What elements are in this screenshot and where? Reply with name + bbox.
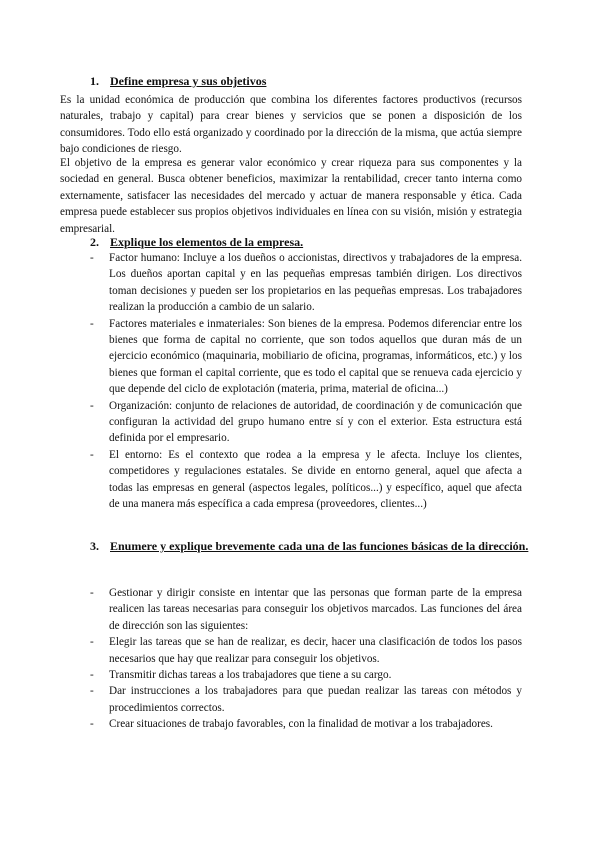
list-item-text: Transmitir dichas tareas a los trabajadores que tiene a su cargo. [109,669,392,682]
list-item [60,585,522,634]
bullet-marker: - [90,636,94,649]
bullet-marker: - [90,317,94,330]
list-item [60,398,522,447]
section-2-title: Explique los elementos de la empresa. [110,235,304,249]
section-3-heading [90,538,530,572]
bullet-marker: - [90,685,94,698]
list-item-text: Factores materiales e inmateriales: Son bienes de la empresa. Podemos diferenciar entre los bienes que forma de capital no corriente, que son todos aquellos que duran más de un ejercicio económico (maquinaria, mobiliario de oficina, programas, informáticos, etc.) y los bienes que forman el capital corriente, que es todo el capital que se renueva cada ejercicio y que depende del ciclo de explotación (materia, prima, material de oficina...) [109,317,522,396]
section-3-list [60,585,522,733]
bullet-marker: - [90,448,94,461]
section-1-title: Define empresa y sus objetivos [110,74,267,88]
list-item [60,447,522,513]
section-3-title: Enumere y explique brevemente cada una de las funciones básicas de la dirección. [110,539,529,553]
list-item-text: Organización: conjunto de relaciones de autoridad, de coordinación y de comunicación que configuran la actividad del grupo humano entre sí y con el exterior. Esta estructura está definida por el empresario. [109,399,522,445]
list-item-text: Dar instrucciones a los trabajadores para que puedan realizar las tareas con métodos y procedimientos correctos. [109,685,522,714]
bullet-marker: - [90,669,94,682]
bullet-marker: - [90,252,94,264]
section-3-number: 3. [90,539,99,553]
section-1-number: 1. [90,74,99,88]
section-1-paragraph-2: El objetivo de la empresa es generar valor económico y crear riqueza para sus componentes y la sociedad en general. Busca obtener beneficios, maximizar la rentabilidad, crecer tanto interna como externamente, satisfacer las necesidades del mercado y actuar de manera responsable y ética. Cada empresa puede establecer sus propios objetivos individuales en línea con su visión, misión y estrategia empresarial. [60,157,522,235]
bullet-marker: - [90,587,94,599]
section-2-list [60,250,522,513]
list-item [60,716,522,732]
list-item-text: Factor humano: Incluye a los dueños o accionistas, directivos y trabajadores de la empresa. Los dueños aportan capital y en las pequeñas empresas también dirigen. Los directivos toman decisiones y pueden ser los propietarios en las pequeñas empresas. Los trabajadores realizan la producción a cambio de un salario. [109,252,522,314]
bullet-marker: - [90,718,94,731]
list-item-text: Gestionar y dirigir consiste en intentar que las personas que forman parte de la empresa realicen las tareas necesarias para conseguir los objetivos marcados. Las funciones del área de dirección son las siguientes: [109,587,522,632]
list-item [60,316,522,398]
section-2-number: 2. [90,235,99,249]
list-item-text: Crear situaciones de trabajo favorables, con la finalidad de motivar a los trabajadores. [109,718,493,731]
bullet-marker: - [90,399,94,412]
list-item-text: Elegir las tareas que se han de realizar, es decir, hacer una clasificación de todos los pasos necesarios que hay que realizar para conseguir los objetivos. [109,636,522,665]
section-1-paragraph-1: Es la unidad económica de producción que combina los diferentes factores productivos (recursos naturales, trabajo y capital) para crear bienes y servicios que se ponen a disposición de los consumidores. Todo ello está organizado y coordinado por la dirección de la misma, que actúa siempre bajo condiciones de riesgo. [60,94,522,156]
list-item [60,683,522,716]
list-item-text: El entorno: Es el contexto que rodea a la empresa y le afecta. Incluye los clientes, competidores y regulaciones estatales. Se divide en entorno general, aquel que afecta a todas las empresas en general (aspectos legales, políticos...) y específico, aquel que afecta de una manera más específica a cada empresa (proveedores, clientes...) [109,448,522,511]
list-item [60,634,522,667]
list-item [60,667,522,683]
list-item [60,250,522,316]
